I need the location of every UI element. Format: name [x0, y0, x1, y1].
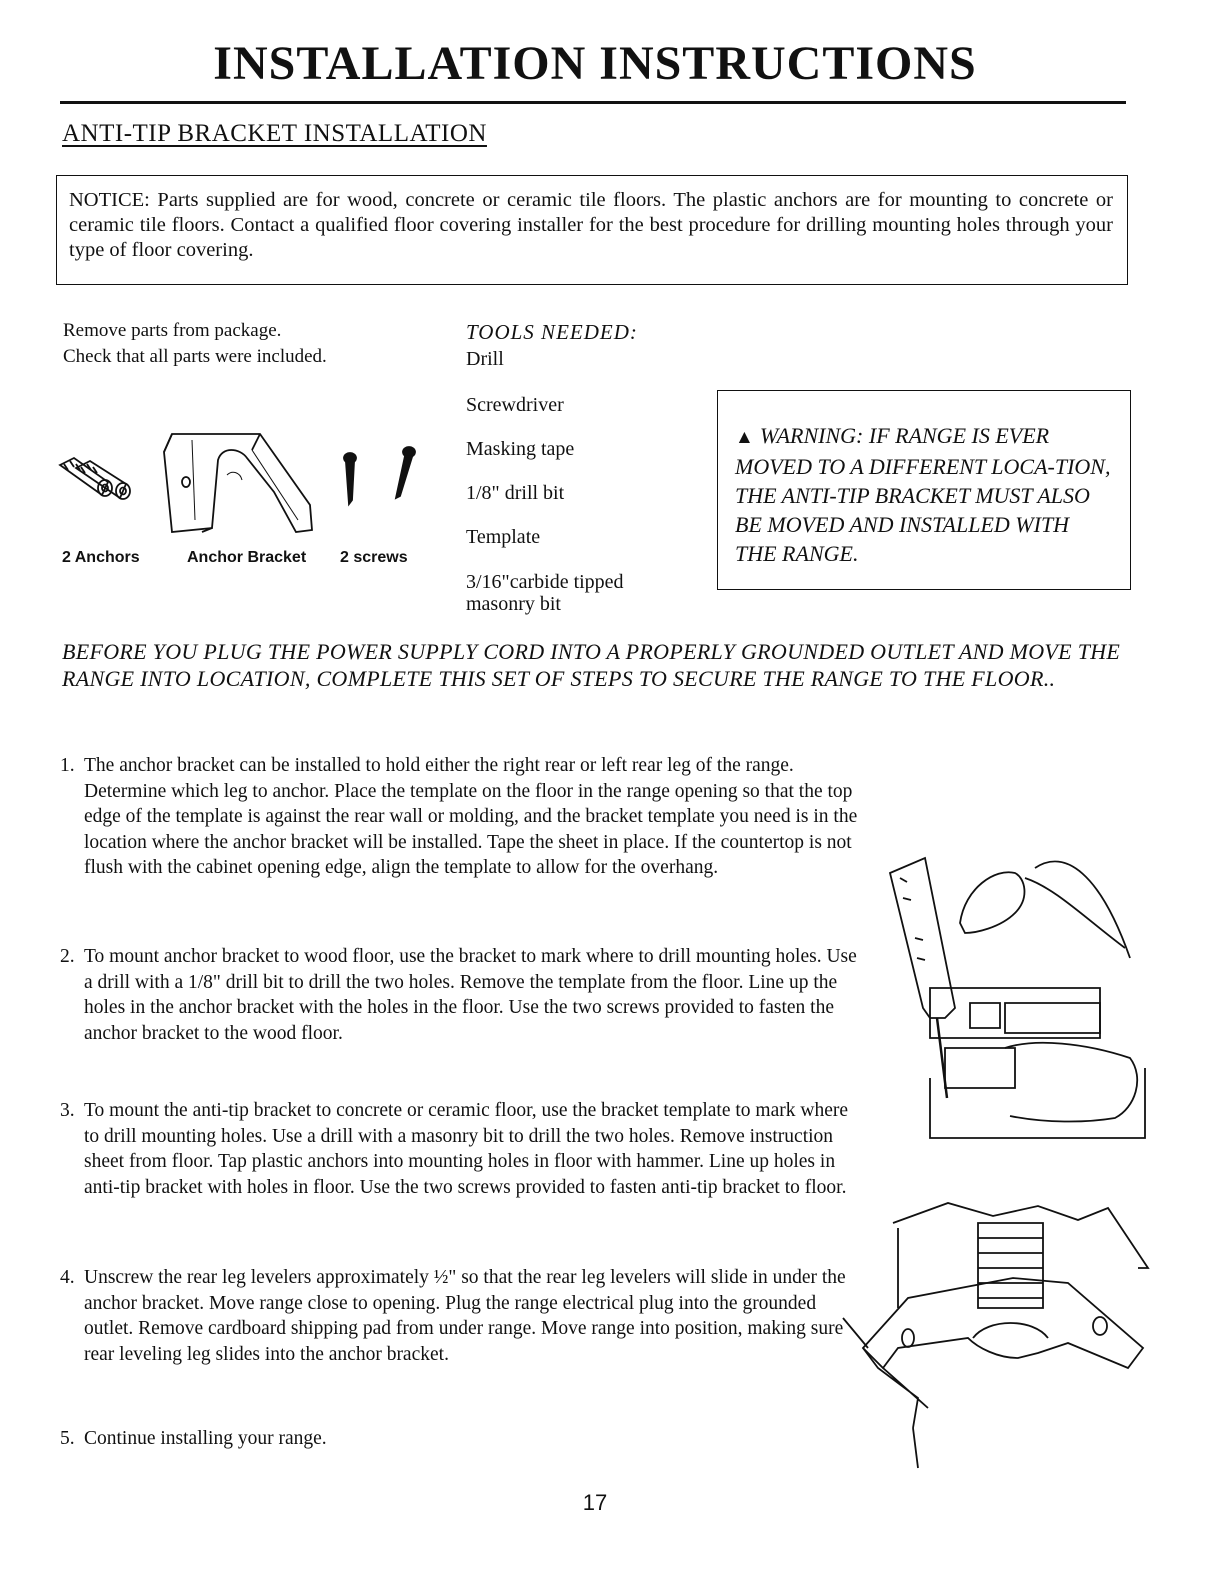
step-item [60, 944, 860, 1046]
leveling-leg-icon [978, 1223, 1043, 1308]
notice-box: NOTICE: Parts supplied are for wood, concrete or ceramic tile floors. The plastic anchors are for mounting to concrete or ceramic tile floors. Contact a qualified floor covering installer for the best procedure for drilling mounting holes through your type of floor covering. [56, 175, 1128, 285]
step-item [60, 1426, 860, 1452]
warning-triangle-icon: ▲ [735, 427, 754, 448]
step-text: Unscrew the rear leg levelers approximately ½" so that the rear leg levelers will slide in under the anchor bracket. Move range close to opening. Plug the range electrical plug into the grounded outlet. Remove cardboard shipping pad from under range. Move range into position, making sure rear leveling leg slides into the anchor bracket. [84, 1267, 846, 1365]
page-title: INSTALLATION INSTRUCTIONS [213, 37, 977, 90]
drill-icon [890, 858, 955, 1018]
step-text: Continue installing your range. [84, 1428, 327, 1449]
anchor-icon [60, 458, 130, 499]
step-item [60, 1098, 860, 1200]
step-text: To mount anchor bracket to wood floor, use the bracket to mark where to drill mounting holes. Use a drill with a 1/8" drill bit to drill the two holes. Remove the template from the floor. Line up the holes in the anchor bracket with the holes in the floor. Use the two screws provided to fasten the anchor bracket to the wood floor. [84, 946, 857, 1044]
tool-item: Masking tape [466, 438, 575, 460]
tool-item: Drill [466, 348, 504, 370]
page-number: 17 [582, 1490, 608, 1515]
caption-anchors: 2 Anchors [62, 549, 140, 566]
step-number: 4. [60, 1267, 75, 1288]
parts-illustration [52, 420, 432, 550]
caption-anchor-bracket: Anchor Bracket [187, 549, 307, 566]
tool-item: Template [466, 526, 541, 548]
intro-line-2: Check that all parts were included. [63, 346, 327, 367]
step-item [60, 1265, 860, 1367]
title-divider [60, 101, 1126, 104]
step-number: 1. [60, 755, 75, 776]
warning-box [717, 390, 1131, 590]
leveler-illustration [838, 1198, 1163, 1478]
tools-heading: TOOLS NEEDED: [466, 320, 638, 344]
tool-item: masonry bit [466, 593, 561, 615]
tool-item: Screwdriver [466, 394, 564, 416]
section-heading: ANTI-TIP BRACKET INSTALLATION [62, 120, 487, 147]
step-number: 5. [60, 1428, 75, 1449]
step-text: To mount the anti-tip bracket to concrete or ceramic floor, use the bracket template to mark where to drill mounting holes. Use a drill with a masonry bit to drill the two holes. Remove instruction sheet from floor. Tap plastic anchors into mounting holes in floor with hammer. Line up holes in anti-tip bracket with holes in floor. Use the two screws provided to fasten anti-tip bracket to floor. [84, 1100, 848, 1198]
intro-line-1: Remove parts from package. [63, 320, 282, 341]
step-item [60, 753, 860, 881]
screw-icon [344, 447, 415, 504]
step-number: 3. [60, 1100, 75, 1121]
tool-item: 3/16"carbide tipped [466, 571, 624, 593]
caption-screws: 2 screws [340, 549, 408, 566]
drill-illustration [885, 838, 1165, 1148]
step-number: 2. [60, 946, 75, 967]
anchor-bracket-icon [164, 434, 312, 532]
step-text: The anchor bracket can be installed to hold either the right rear or left rear leg of the range. Determine which leg to anchor. Place the template on the floor in the range opening so that the top edge of the template is against the rear wall or molding, and the bracket template you need is in the location where the anchor bracket will be installed. Tape the sheet in place. If the countertop is not flush with the cabinet opening edge, align the template to allow for the overhang. [84, 755, 858, 879]
tool-item: 1/8" drill bit [466, 482, 565, 504]
before-you-plug-note: BEFORE YOU PLUG THE POWER SUPPLY CORD INTO A PROPERLY GROUNDED OUTLET AND MOVE THE RANGE INTO LOCATION, COMPLETE THIS SET OF STEPS TO SECURE THE RANGE TO THE FLOOR.. [62, 639, 1121, 691]
warning-text: WARNING: IF RANGE IS EVER MOVED TO A DIFFERENT LOCA-TION, THE ANTI-TIP BRACKET MUST ALSO BE MOVED AND INSTALLED WITH THE RANGE. [735, 423, 1111, 566]
